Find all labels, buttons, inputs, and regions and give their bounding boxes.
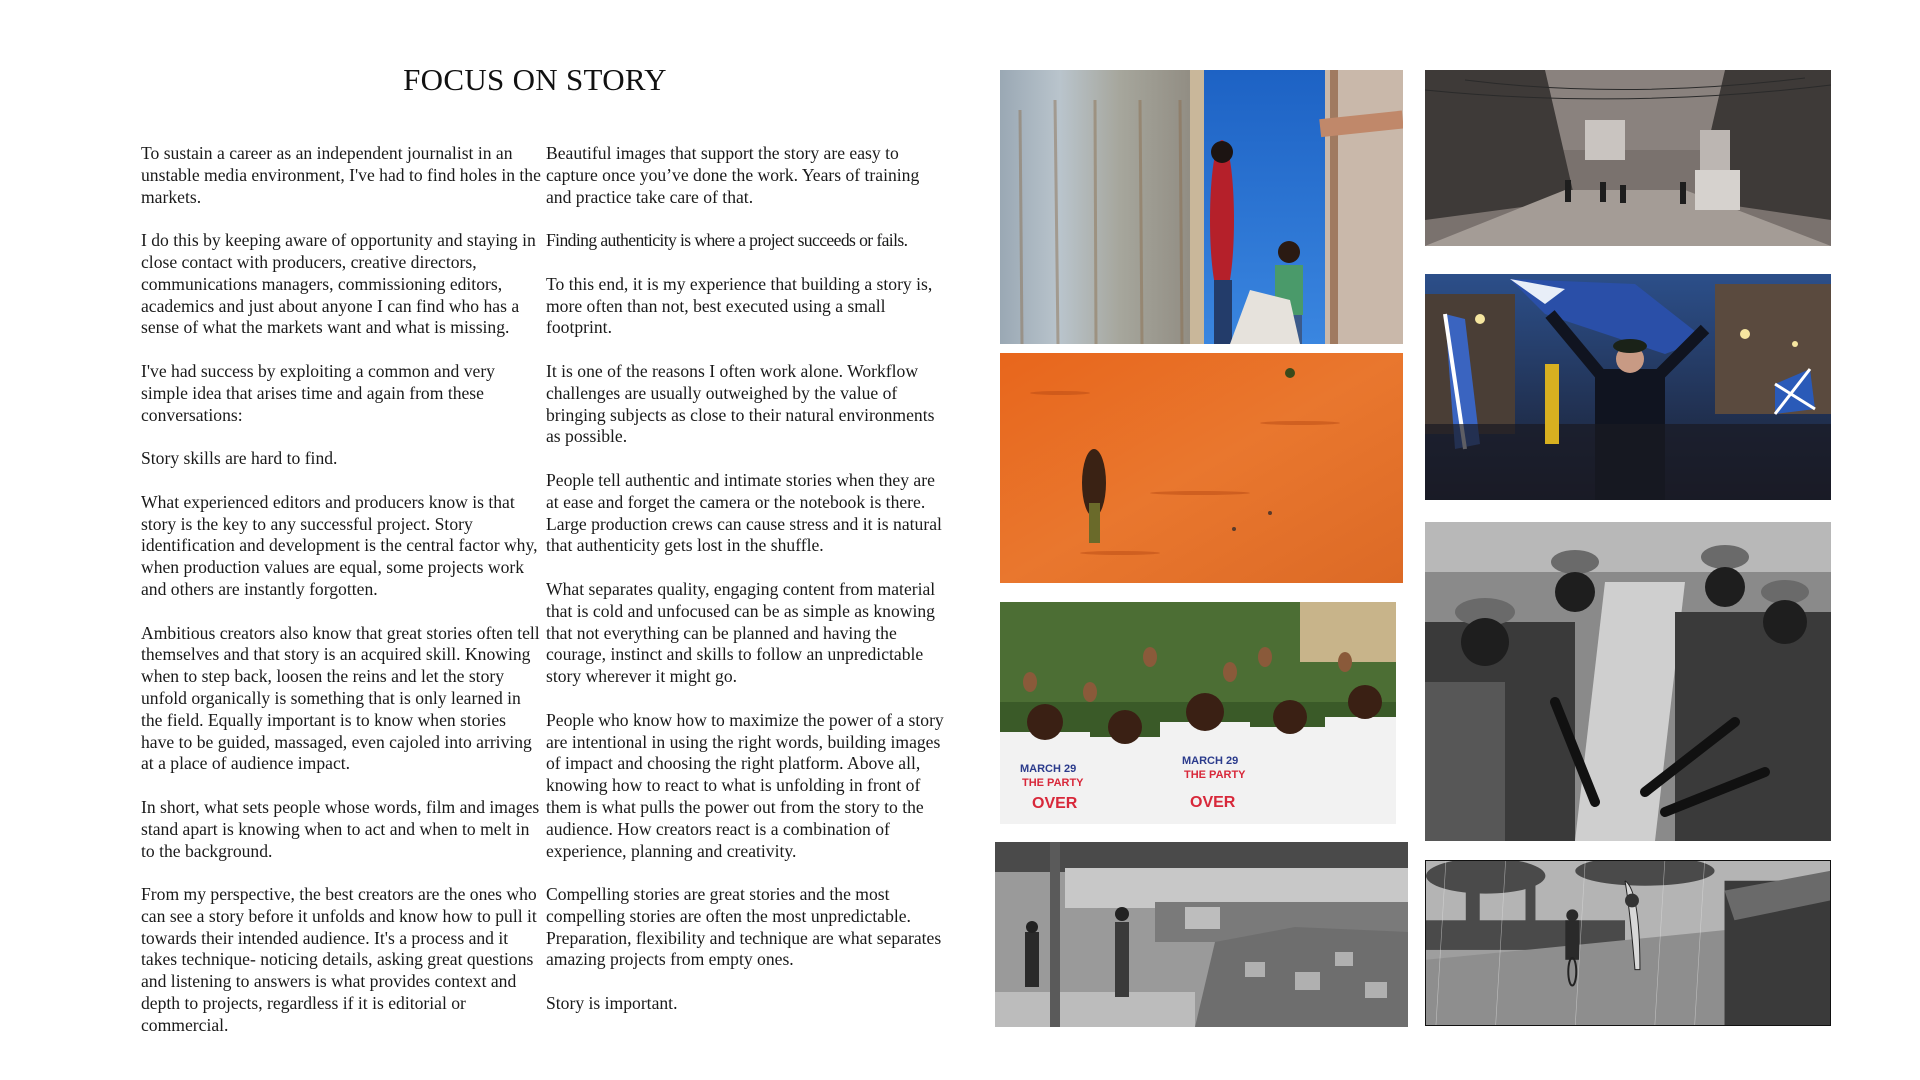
- paragraph: To this end, it is my experience that building a story is, more often than not, best executed using a small footprint.: [546, 273, 933, 338]
- shirt-text: OVER: [1190, 794, 1236, 811]
- photo-desert-walker: [1000, 353, 1403, 583]
- paragraph: Finding authenticity is where a project succeeds or fails.: [546, 230, 908, 251]
- paragraph: In short, what sets people whose words, film and images stand apart is knowing when to act and when to melt in to the background.: [141, 796, 540, 861]
- text-column-left: [141, 143, 541, 1058]
- paragraph: Compelling stories are great stories and the most compelling stories are often the most unpredictable. Preparation, flexibility and technique are what separates amazing projects from empty ones.: [546, 884, 942, 970]
- paragraph: I do this by keeping aware of opportunity and staying in close contact with producers, creative directors, communications managers, commissioning editors, academics and just about anyone I can find who has a sense of what the markets want and what is missing.: [141, 230, 536, 338]
- photo-rain-cyclist: [1425, 860, 1831, 1026]
- paragraph: Story skills are hard to find.: [141, 448, 338, 469]
- shirt-text: MARCH 29: [1182, 755, 1239, 767]
- shirt-text: THE PARTY: [1184, 769, 1246, 781]
- paragraph: Story is important.: [546, 993, 678, 1014]
- photo-corrugated-doorway: [1000, 70, 1403, 344]
- paragraph: From my perspective, the best creators are the ones who can see a story before it unfolds and know how to pull it towards their intended audience. It's a process and it takes technique- noticing details, asking great questions and listening to answers is what provides context and depth to projects, regardless if it is editorial or commercial.: [141, 884, 537, 1035]
- paragraph: What separates quality, engaging content from material that is cold and unfocused can be as simple as knowing that not everything can be planned and having the courage, instinct and skills to follow an unpredictable story wherever it might go.: [546, 578, 936, 687]
- paragraph: What experienced editors and producers know is that story is the key to any successful project. Story identification and development is the central factor why, when production values are equal, some projects work and others are instantly forgotten.: [141, 491, 538, 599]
- paragraph: To sustain a career as an independent journalist in an unstable media environment, I've had to find holes in the markets.: [141, 143, 541, 207]
- text-column-right: [546, 143, 946, 1037]
- shirt-text: OVER: [1032, 795, 1078, 812]
- shirt-text: MARCH 29: [1020, 763, 1077, 775]
- photo-rubble-street: [995, 842, 1408, 1027]
- photo-flag-rally: [1425, 274, 1831, 500]
- paragraph: People who know how to maximize the power of a story are intentional in using the right words, building images of impact and choosing the right platform. Above all, knowing how to react to what is unfolding in front of them is what pulls the power out from the story to the audience. How creators react is a combination of experience, planning and creativity.: [546, 709, 944, 861]
- page-title: FOCUS ON STORY: [403, 62, 667, 97]
- paragraph: People tell authentic and intimate stories when they are at ease and forget the camera or the notebook is there. Large production crews can cause stress and it is natural that authenticity gets lost in the shuffle.: [546, 469, 942, 556]
- photo-marching-soldiers: [1425, 522, 1831, 841]
- paragraph: I've had success by exploiting a common and very simple idea that arises time and again from these conversations:: [141, 360, 495, 425]
- photo-city-street: [1425, 70, 1831, 246]
- paragraph: Beautiful images that support the story are easy to capture once you’ve done the work. Years of training and practice take care of that.: [546, 143, 920, 207]
- paragraph: It is one of the reasons I often work alone. Workflow challenges are usually outweighed by the value of bringing subjects as close to their natural environments as possible.: [546, 360, 935, 447]
- photo-election-rally: [1000, 602, 1396, 824]
- paragraph: Ambitious creators also know that great stories often tell themselves and that story is an acquired skill. Knowing when to step back, loosen the reins and let the story unfold organically is something that is only learned in the field. Equally important is to know when stories have to be guided, massaged, even cajoled into arriving at a place of audience impact.: [141, 622, 540, 774]
- shirt-text: THE PARTY: [1022, 777, 1084, 789]
